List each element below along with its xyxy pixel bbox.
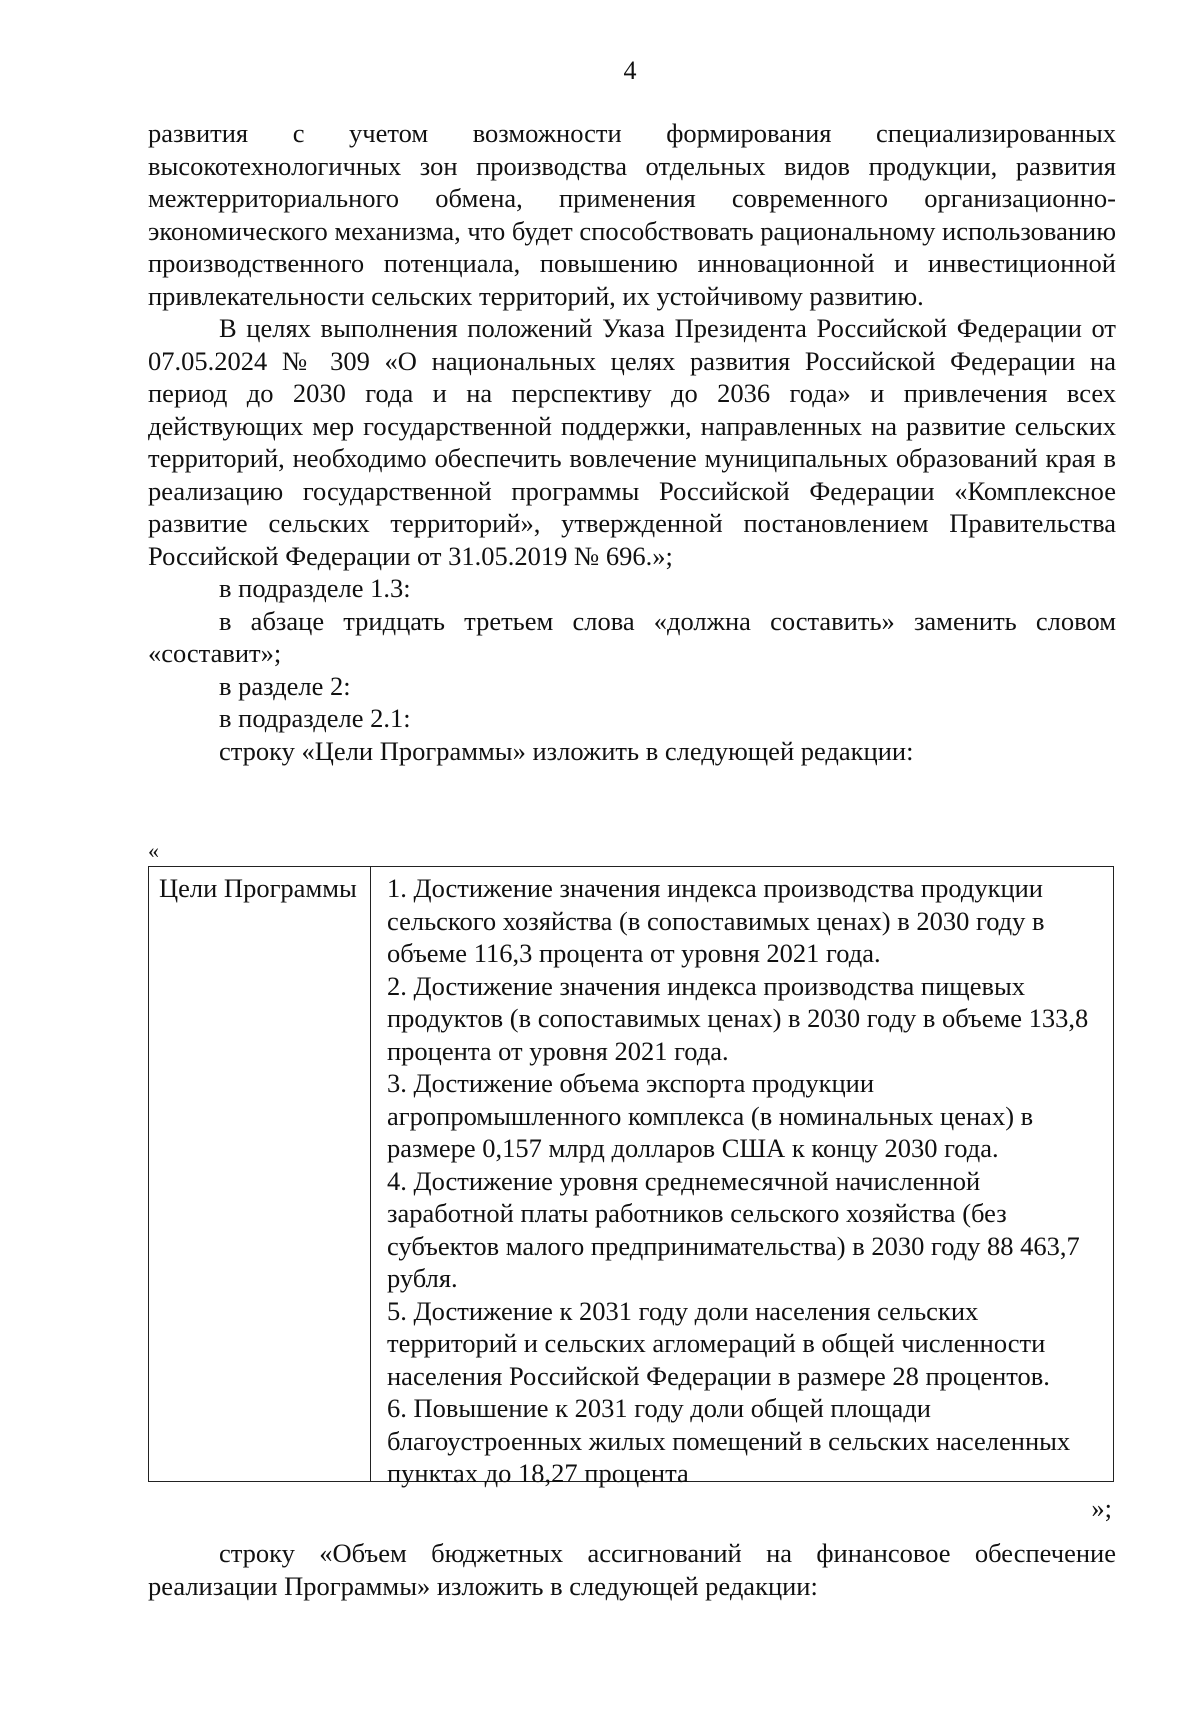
table-close-quote: »; <box>1091 1493 1112 1523</box>
paragraph-decree: В целях выполнения положений Указа Президента Российской Федерации от 07.05.2024 № 309 «О национальных целях развития Российской Федерации на период до 2030 года и на перспективу до 2036 года» и привлечения всех действующих мер государственной поддержки, направленных на развитие сельских территорий, необходимо обеспечить вовлечение муниципальных образований края в реализацию государственной программы Российской Федерации «Комплексное развитие сельских территорий», утвержденной постановлением Правительства Российской Федерации от 31.05.2019 № 696.»; <box>148 313 1116 571</box>
goal-item: 6. Повышение к 2031 году доли общей площади благоустроенных жилых помещений в сельских населенных пунктах до 18,27 процента <box>387 1393 1071 1488</box>
paragraph-section-2: в разделе 2: <box>219 670 351 701</box>
page-number: 4 <box>623 56 637 85</box>
document-tail <box>148 1537 1116 1602</box>
goals-list-cell <box>387 872 1109 1490</box>
goals-label-cell: Цели Программы <box>159 873 357 903</box>
goals-table <box>148 866 1114 1488</box>
paragraph-continuation: развития с учетом возможности формирования специализированных высокотехнологичных зон производства отдельных видов продукции, развития межтерриториального обмена, применения современного организационно-экономического механизма, что будет способствовать рациональному использованию производственного потенциала, повышению инновационной и инвестиционной привлекательности сельских территорий, их устойчивому развитию. <box>148 118 1116 311</box>
goal-item: 4. Достижение уровня среднемесячной начисленной заработной платы работников сельского хозяйства (без субъектов малого предпринимательства) в 2030 году 88 463,7 рубля. <box>387 1165 1080 1293</box>
paragraph-subsection-1-3: в подразделе 1.3: <box>219 573 411 603</box>
goal-item: 5. Достижение к 2031 году доли населения сельских территорий и сельских агломераций в общей численности населения Российской Федерации в размере 28 процентов. <box>387 1295 1050 1391</box>
table-open-quote: « <box>148 838 159 863</box>
goal-item: 1. Достижение значения индекса производства продукции сельского хозяйства (в сопоставимых ценах) в 2030 году в объеме 116,3 процента от уровня 2021 года. <box>387 873 1045 968</box>
paragraph-budget-row: строку «Объем бюджетных ассигнований на финансовое обеспечение реализации Программы» изложить в следующей редакции: <box>148 1538 1116 1601</box>
paragraph-amendment-33: в абзаце тридцать третьем слова «должна составить» заменить словом «составит»; <box>148 605 1116 668</box>
goal-item: 3. Достижение объема экспорта продукции агропромышленного комплекса (в номинальных ценах) в размере 0,157 млрд долларов США к концу 2030 года. <box>387 1068 1034 1163</box>
table-column-divider <box>370 867 371 1481</box>
paragraph-goals-row: строку «Цели Программы» изложить в следующей редакции: <box>219 735 914 766</box>
document-body <box>148 117 1116 767</box>
paragraph-subsection-2-1: в подразделе 2.1: <box>219 703 411 733</box>
goal-item: 2. Достижение значения индекса производства пищевых продуктов (в сопоставимых ценах) в 2030 году в объеме 133,8 процента от уровня 2021 года. <box>387 970 1089 1066</box>
